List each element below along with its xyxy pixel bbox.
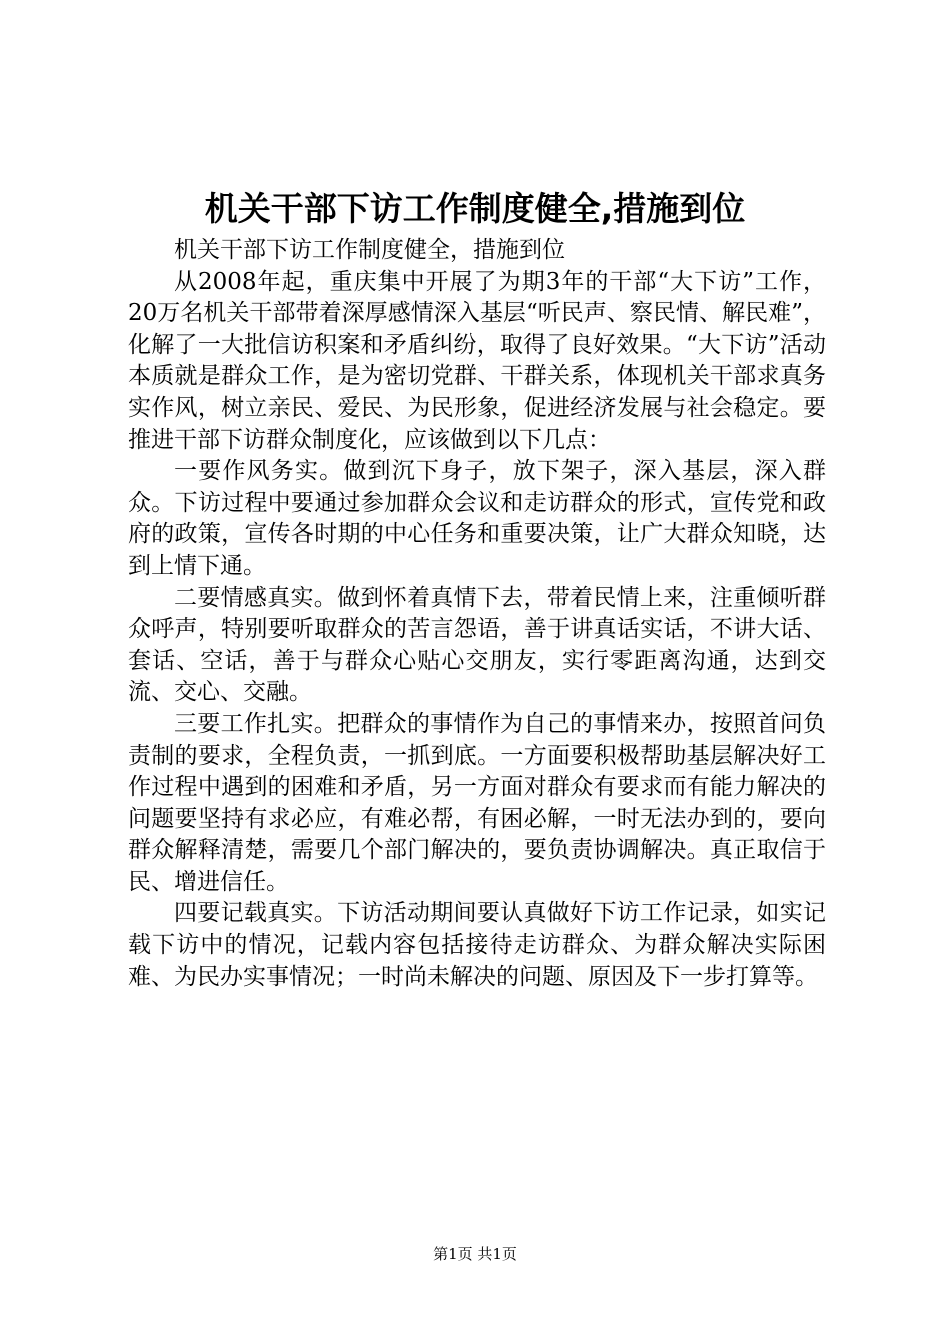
page-number-footer: 第1页 共1页 bbox=[433, 1245, 517, 1263]
document-body bbox=[128, 235, 826, 993]
paragraph-subtitle: 机关干部下访工作制度健全，措施到位 bbox=[174, 237, 565, 263]
paragraph-intro: 从2008年起，重庆集中开展了为期3年的干部“大下访”工作，20万名机关干部带着深厚感情深入基层“听民声、察民情、解民难”，化解了一大批信访积案和矛盾纠纷，取得了良好效果。“大下访”活动本质就是群众工作，是为密切党群、干群关系，体现机关干部求真务实作风，树立亲民、爱民、为民形象，促进经济发展与社会稳定。要推进干部下访群众制度化，应该做到以下几点： bbox=[128, 268, 826, 453]
paragraph-point-4: 四要记载真实。下访活动期间要认真做好下访工作记录，如实记载下访中的情况，记载内容包括接待走访群众、为群众解决实际困难、为民办实事情况；一时尚未解决的问题、原因及下一步打算等。 bbox=[128, 900, 826, 990]
paragraph-point-3: 三要工作扎实。把群众的事情作为自己的事情来办，按照首问负责制的要求，全程负责，一抓到底。一方面要积极帮助基层解决好工作过程中遇到的困难和矛盾，另一方面对群众有要求而有能力解决的问题要坚持有求必应，有难必帮，有困必解，一时无法办到的，要向群众解释清楚，需要几个部门解决的，要负责协调解决。真正取信于民、增进信任。 bbox=[128, 710, 826, 895]
document-title: 机关干部下访工作制度健全,措施到位 bbox=[204, 189, 746, 228]
paragraph-point-2: 二要情感真实。做到怀着真情下去，带着民情上来，注重倾听群众呼声，特别要听取群众的苦言怨语，善于讲真话实话，不讲大话、套话、空话，善于与群众心贴心交朋友，实行零距离沟通，达到交流、交心、交融。 bbox=[128, 584, 826, 706]
paragraph-point-1: 一要作风务实。做到沉下身子，放下架子，深入基层，深入群众。下访过程中要通过参加群众会议和走访群众的形式，宣传党和政府的政策，宣传各时期的中心任务和重要决策，让广大群众知晓，达到上情下通。 bbox=[128, 458, 826, 579]
